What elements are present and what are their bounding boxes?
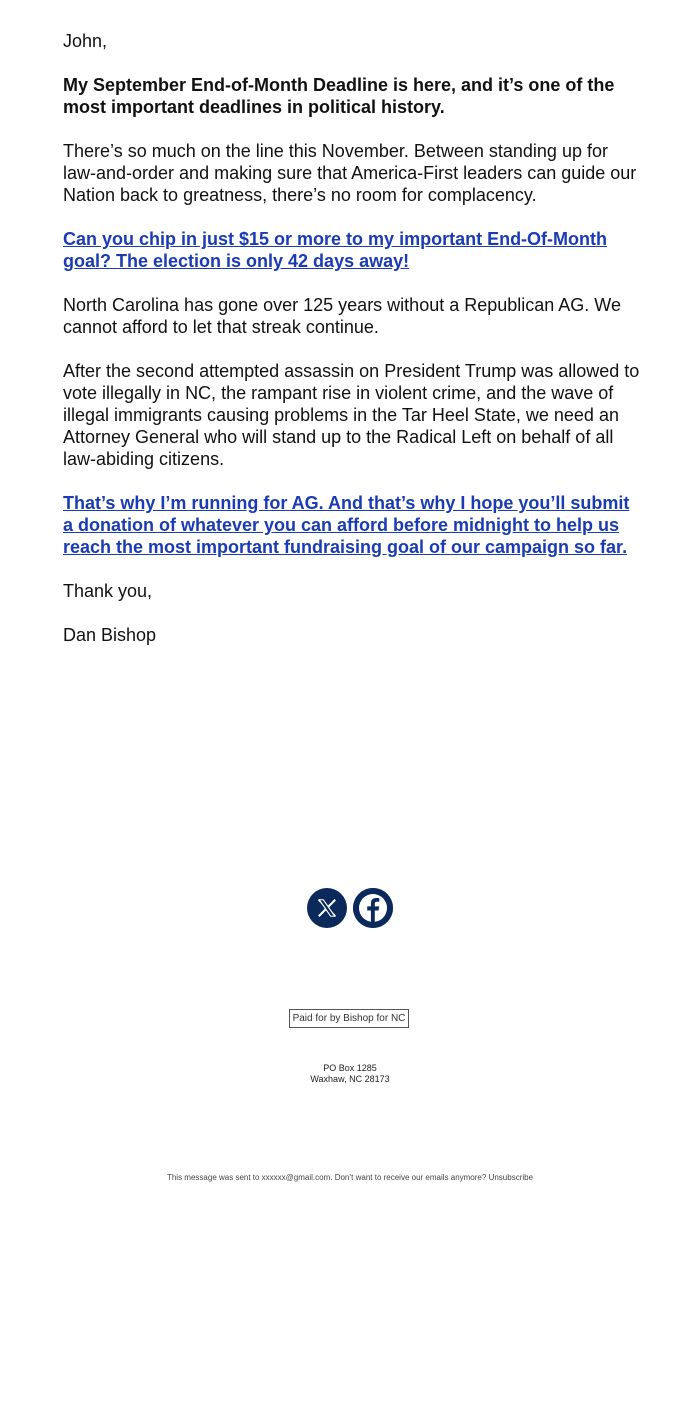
facebook-icon (353, 888, 393, 928)
signoff: Thank you, (63, 581, 153, 601)
donate-link-midnight[interactable]: That’s why I’m running for AG. And that’s why I hope you’ll submit a donation of whatever you can afford before midnight to help us reach the most important fundraising goal of our campaign so far. (63, 493, 630, 557)
facebook-social-button[interactable] (353, 888, 393, 928)
footer-notice (0, 1173, 700, 1183)
social-links (0, 888, 700, 928)
body-paragraph-3: After the second attempted assassin on President Trump was allowed to vote illegally in NC, the rampant rise in violent crime, and the wave of illegal immigrants causing problems in the Tar Heel State, we need an Attorney General who will stand up to the Radical Left on behalf of all law-abiding citizens. (63, 361, 640, 469)
x-social-button[interactable] (307, 888, 347, 928)
address-line-1: PO Box 1285 (323, 1063, 377, 1073)
paid-for-disclaimer: Paid for by Bishop for NC (289, 1009, 409, 1028)
body-paragraph-1: There’s so much on the line this November. Between standing up for law-and-order and making sure that America-First leaders can guide our Nation back to greatness, there’s no room for complacency. (63, 141, 637, 205)
cta-paragraph-2 (63, 492, 643, 558)
email-body (63, 30, 643, 668)
footer-notice-text: This message was sent to xxxxxx@gmail.com. Don’t want to receive our emails anymore? (166, 1173, 487, 1182)
cta-paragraph-1 (63, 228, 643, 272)
lead-paragraph: My September End-of-Month Deadline is here, and it’s one of the most important deadlines in political history. (63, 75, 615, 117)
donate-link-15[interactable]: Can you chip in just $15 or more to my important End-Of-Month goal? The election is only 42 days away! (63, 229, 608, 271)
greeting: John, (63, 31, 108, 51)
x-icon (316, 897, 338, 919)
body-paragraph-2: North Carolina has gone over 125 years without a Republican AG. We cannot afford to let that streak continue. (63, 295, 621, 337)
address-line-2: Waxhaw, NC 28173 (310, 1074, 390, 1084)
signature: Dan Bishop (63, 625, 157, 645)
unsubscribe-link[interactable]: Unsubscribe (488, 1173, 534, 1182)
mailing-address (0, 1063, 700, 1085)
